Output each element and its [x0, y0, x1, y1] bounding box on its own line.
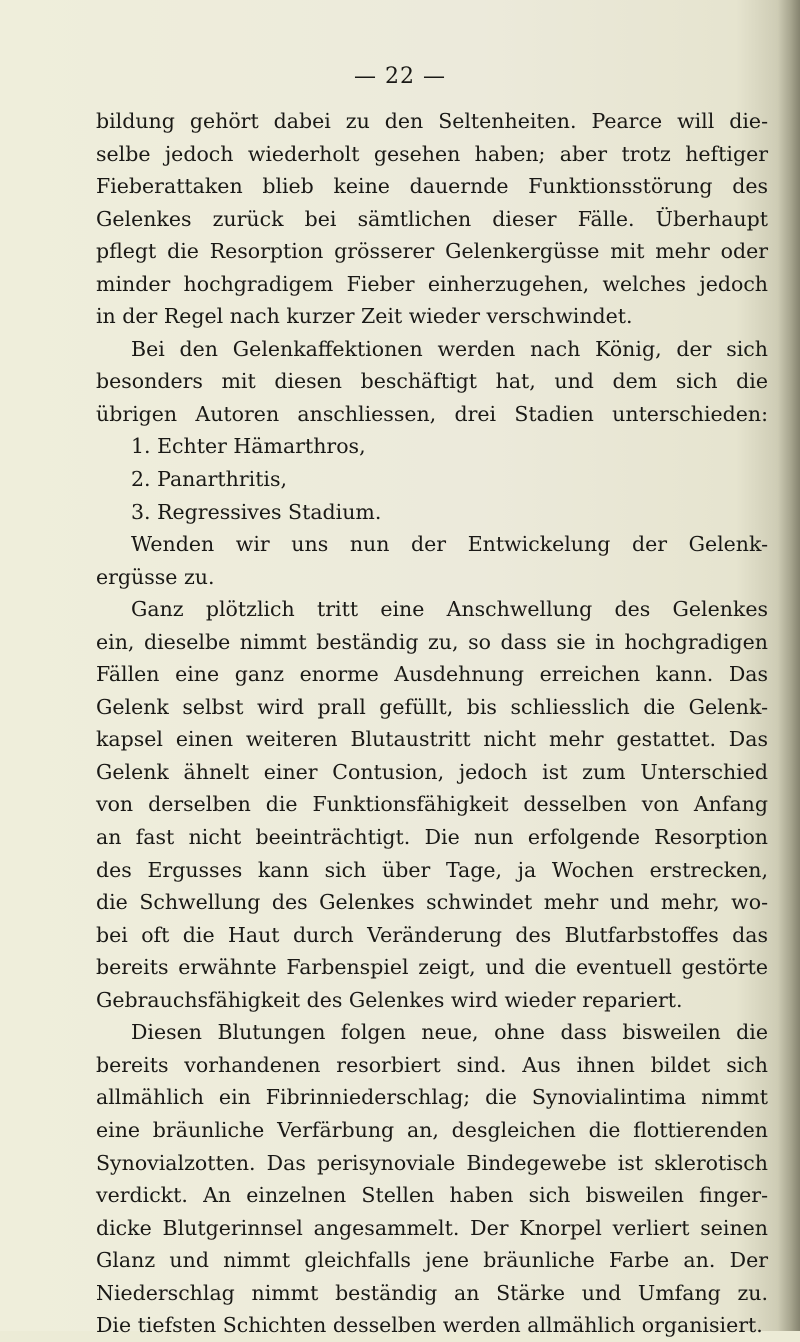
- text-line: Bei den Gelenkaffektionen werden nach König, der sich: [131, 336, 768, 361]
- text-line: von derselben die Funktionsfähigkeit desselben von Anfang: [96, 792, 768, 817]
- page-number: — 22 —: [354, 64, 446, 89]
- text-line: Diesen Blutungen folgen neue, ohne dass bisweilen die: [131, 1020, 768, 1045]
- text-line: besonders mit diesen beschäftigt hat, und dem sich die: [96, 369, 768, 394]
- text-line: die Schwellung des Gelenkes schwindet mehr und mehr, wo-: [96, 890, 768, 915]
- text-line: Fieberattaken blieb keine dauernde Funktionsstörung des: [96, 174, 768, 199]
- text-line: des Ergusses kann sich über Tage, ja Wochen erstrecken,: [96, 857, 768, 882]
- text-line: eine bräunliche Verfärbung an, desgleichen die flottierenden: [96, 1117, 768, 1142]
- text-line: bereits erwähnte Farbenspiel zeigt, und die eventuell gestörte: [96, 955, 768, 980]
- text-line: bildung gehört dabei zu den Seltenheiten. Pearce will die-: [96, 109, 768, 133]
- text-line: Die tiefsten Schichten desselben werden allmählich organisiert.: [96, 1313, 763, 1338]
- text-line: Gelenkes zurück bei sämtlichen dieser Fälle. Überhaupt: [96, 206, 768, 231]
- text-line: pflegt die Resorption grösserer Gelenkergüsse mit mehr oder: [96, 239, 768, 264]
- text-line: Synovialzotten. Das perisynoviale Bindegewebe ist sklerotisch: [96, 1150, 768, 1175]
- text-line: Ganz plötzlich tritt eine Anschwellung des Gelenkes: [131, 597, 768, 622]
- text-line: bereits vorhandenen resorbiert sind. Aus ihnen bildet sich: [96, 1052, 768, 1077]
- text-line: dicke Blutgerinnsel angesammelt. Der Knorpel verliert seinen: [96, 1215, 768, 1240]
- list-item: 1. Echter Hämarthros,: [131, 434, 366, 459]
- text-line: übrigen Autoren anschliessen, drei Stadien unterschieden:: [96, 401, 768, 426]
- text-line: Gelenk selbst wird prall gefüllt, bis schliesslich die Gelenk-: [96, 694, 768, 719]
- text-line: Niederschlag nimmt beständig an Stärke und Umfang zu.: [96, 1280, 768, 1305]
- list-item: 2. Panarthritis,: [131, 467, 288, 492]
- text-line: bei oft die Haut durch Veränderung des Blutfarbstoffes das: [96, 922, 768, 947]
- text-line: Glanz und nimmt gleichfalls jene bräunliche Farbe an. Der: [96, 1248, 768, 1273]
- text-line: Wenden wir uns nun der Entwickelung der Gelenk-: [131, 532, 768, 557]
- text-line: selbe jedoch wiederholt gesehen haben; aber trotz heftiger: [96, 141, 768, 166]
- body-text: [96, 105, 768, 1342]
- list-item: 3. Regressives Stadium.: [131, 499, 382, 524]
- text-line: in der Regel nach kurzer Zeit wieder verschwindet.: [96, 304, 633, 329]
- text-line: Gebrauchsfähigkeit des Gelenkes wird wieder repariert.: [96, 987, 683, 1012]
- text-line: ergüsse zu.: [96, 564, 215, 589]
- text-line: Fällen eine ganz enorme Ausdehnung erreichen kann. Das: [96, 662, 768, 687]
- text-line: Gelenk ähnelt einer Contusion, jedoch ist zum Unterschied: [96, 759, 768, 784]
- page-edge-shadow: [778, 0, 800, 1331]
- text-line: allmählich ein Fibrinniederschlag; die Synovialintima nimmt: [96, 1085, 768, 1110]
- text-line: verdickt. An einzelnen Stellen haben sich bisweilen finger-: [96, 1183, 768, 1208]
- text-line: kapsel einen weiteren Blutaustritt nicht mehr gestattet. Das: [96, 727, 768, 752]
- text-line: an fast nicht beeinträchtigt. Die nun erfolgende Resorption: [96, 825, 768, 850]
- text-line: minder hochgradigem Fieber einherzugehen, welches jedoch: [96, 271, 768, 296]
- text-line: ein, dieselbe nimmt beständig zu, so dass sie in hochgradigen: [96, 629, 768, 654]
